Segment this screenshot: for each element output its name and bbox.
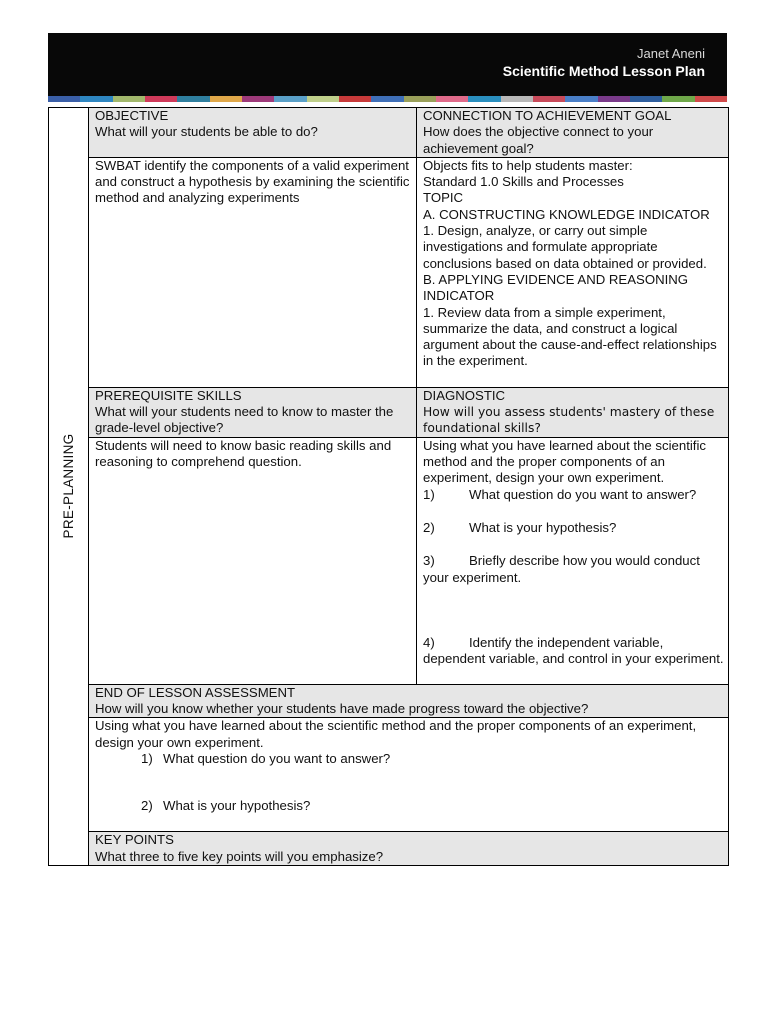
item-number: 3): [423, 553, 435, 569]
diagnostic-item: [423, 520, 725, 536]
diagnostic-heading: DIAGNOSTIC: [423, 387, 506, 403]
diagnostic-item: [423, 487, 725, 503]
end-assessment-item: [95, 751, 725, 767]
stripe-segment: [404, 96, 436, 102]
item-number: 2): [423, 519, 435, 535]
stripe-segment: [177, 96, 209, 102]
prerequisite-question: What will your students need to know to master the grade-level objective?: [95, 404, 394, 436]
diagnostic-question: How will you assess students' mastery of these foundational skills?: [423, 405, 715, 436]
stripe-segment: [145, 96, 177, 102]
stripe-segment: [371, 96, 403, 102]
end-assessment-header-cell: [89, 684, 729, 718]
connection-line: TOPIC: [423, 190, 464, 206]
connection-heading: CONNECTION TO ACHIEVEMENT GOAL: [423, 108, 672, 123]
lesson-plan-table: [48, 107, 729, 866]
end-assessment-answer-cell: [89, 718, 729, 832]
item-number: 1): [423, 486, 435, 502]
diagnostic-answer-cell: [417, 437, 729, 684]
connection-question: How does the objective connect to your achievement goal?: [423, 124, 654, 156]
connection-header-cell: [417, 108, 729, 158]
stripe-segment: [242, 96, 274, 102]
document-header: [48, 33, 727, 96]
connection-line: A. CONSTRUCTING KNOWLEDGE INDICATOR: [423, 206, 710, 222]
stripe-segment: [662, 96, 694, 102]
item-text: Identify the independent variable, dependent variable, and control in your experiment.: [423, 634, 724, 667]
stripe-segment: [695, 96, 727, 102]
objective-answer-cell: [89, 157, 417, 387]
item-text: What question do you want to answer?: [163, 750, 391, 766]
item-number: 4): [423, 634, 435, 650]
item-number: 2): [141, 798, 153, 814]
item-text: What is your hypothesis?: [469, 519, 617, 535]
prerequisite-header-cell: [89, 387, 417, 437]
prerequisite-answer-cell: [89, 437, 417, 684]
stripe-segment: [436, 96, 468, 102]
connection-line: Standard 1.0 Skills and Processes: [423, 174, 624, 190]
connection-line: Objects fits to help students master:: [423, 157, 633, 173]
diagnostic-item: [423, 635, 725, 668]
stripe-segment: [533, 96, 565, 102]
author-name: Janet Aneni: [637, 46, 705, 61]
connection-line: 1. Review data from a simple experiment, summarize the data, and construct a logical argument about the cause-and-effect relationships in the experiment.: [423, 304, 717, 369]
stripe-segment: [80, 96, 112, 102]
stripe-segment: [565, 96, 597, 102]
end-assessment-heading: END OF LESSON ASSESSMENT: [95, 684, 296, 700]
document-title: Scientific Method Lesson Plan: [502, 63, 705, 79]
side-label: PRE-PLANNING: [60, 434, 76, 539]
color-stripe: [48, 96, 727, 102]
objective-header-cell: [89, 108, 417, 158]
prerequisite-answer: Students will need to know basic reading skills and reasoning to comprehend question.: [95, 437, 392, 470]
objective-heading: OBJECTIVE: [95, 108, 169, 123]
end-assessment-intro: Using what you have learned about the scientific method and the proper components of an experiment, design your own experiment.: [95, 718, 697, 750]
stripe-segment: [274, 96, 306, 102]
item-text: What question do you want to answer?: [469, 486, 697, 502]
item-number: 1): [141, 750, 153, 766]
key-points-question: What three to five key points will you emphasize?: [95, 848, 384, 864]
objective-answer: SWBAT identify the components of a valid experiment and construct a hypothesis by examining the scientific method and analyzing experiments: [95, 157, 410, 206]
stripe-segment: [501, 96, 533, 102]
diagnostic-item: [423, 553, 725, 586]
connection-line: B. APPLYING EVIDENCE AND REASONING INDICATOR: [423, 271, 689, 304]
item-text: Briefly describe how you would conduct your experiment.: [423, 553, 700, 585]
stripe-segment: [113, 96, 145, 102]
item-text: What is your hypothesis?: [163, 798, 311, 814]
diagnostic-header-cell: [417, 387, 729, 437]
diagnostic-intro: Using what you have learned about the scientific method and the proper components of an experiment, design your own experiment.: [423, 437, 706, 486]
stripe-segment: [307, 96, 339, 102]
end-assessment-question: How will you know whether your students have made progress toward the objective?: [95, 701, 589, 717]
objective-question: What will your students be able to do?: [95, 124, 318, 140]
stripe-segment: [468, 96, 500, 102]
stripe-segment: [48, 96, 80, 102]
stripe-segment: [339, 96, 371, 102]
connection-answer-cell: [417, 157, 729, 387]
connection-line: 1. Design, analyze, or carry out simple investigations and formulate appropriate conclusions based on data obtained or provided.: [423, 223, 707, 271]
pre-planning-side-cell: [49, 108, 89, 866]
stripe-segment: [630, 96, 662, 102]
prerequisite-heading: PREREQUISITE SKILLS: [95, 387, 242, 403]
end-assessment-item: [95, 798, 725, 814]
stripe-segment: [210, 96, 242, 102]
key-points-header-cell: [89, 832, 729, 866]
key-points-heading: KEY POINTS: [95, 832, 174, 848]
stripe-segment: [598, 96, 630, 102]
